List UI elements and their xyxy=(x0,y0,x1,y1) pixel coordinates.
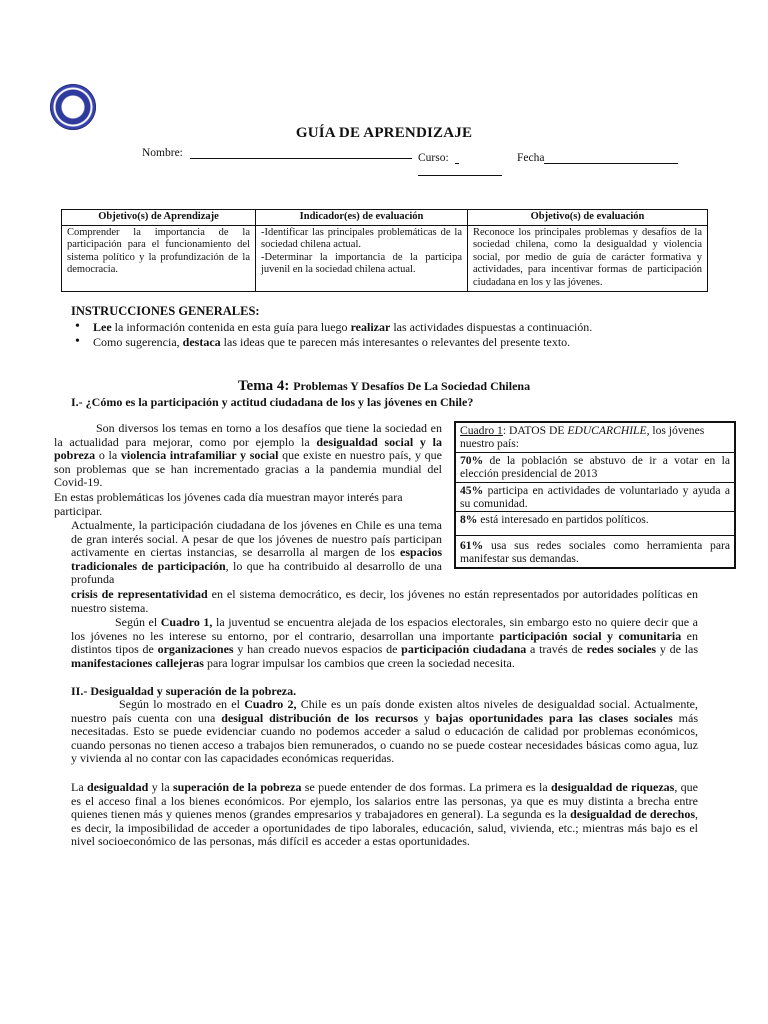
tema-title: Problemas Y Desafíos De La Sociedad Chilena xyxy=(293,379,531,393)
stat-value: 8% xyxy=(460,513,478,527)
text: , lo que ha contribuido al desarrollo de una profunda xyxy=(71,558,442,587)
indicador-item-2: -Determinar la importancia de la participa juvenil en la sociedad chilena actual. xyxy=(261,251,462,276)
cuadro-1-row-abstencion xyxy=(456,452,734,482)
text-bold: bajas oportunidades para las clases sociales xyxy=(435,710,673,725)
text: Actualmente, la participación ciudadana de los jóvenes en Chile es una tema de gran interés social. A pesar de que los jóvenes de nuestro país participan activamente en ciertas instancias, se desarrolla al margen de los xyxy=(71,518,442,560)
text: o la xyxy=(95,448,121,463)
section2-paragraph-2 xyxy=(71,781,698,849)
text: se puede entender de dos formas. La primera es la xyxy=(301,780,551,794)
text-bold: desigualdad xyxy=(87,780,149,794)
text-bold: redes sociales xyxy=(586,642,657,657)
text: los jóvenes nuestro país: xyxy=(460,424,705,451)
text-bold: manifestaciones callejeras xyxy=(71,655,204,670)
section1-paragraph-1 xyxy=(54,422,442,490)
list-item xyxy=(93,335,711,351)
text: las ideas que te parecen más interesantes o relevantes del presente texto. xyxy=(220,335,571,349)
text-bold: desigualdad social y la pobreza xyxy=(54,434,443,463)
cuadro-1-row-voluntariado xyxy=(456,482,734,512)
nombre-line[interactable] xyxy=(190,158,412,159)
text: y de las xyxy=(656,642,699,657)
text-bold: superación de la pobreza xyxy=(173,780,302,794)
text: en distintos tipos de xyxy=(71,628,699,657)
text: : DATOS DE xyxy=(502,424,568,437)
stat-text: participa en actividades de voluntariado y ayuda a su comunidad. xyxy=(460,483,730,511)
text: , que es el acceso final a los bienes económicos. Por ejemplo, los salarios entre las personas, ya que es muy distinta a brecha entre quienes tienen más y quienes menos (grandes empresarios y trabajadores en general). La segunda es la xyxy=(71,780,698,822)
text-bold: destaca xyxy=(182,335,221,349)
cuadro-1-row-partidos xyxy=(456,511,734,534)
cuadro-1-source: EDUCARCHILE, xyxy=(567,424,650,437)
curso-line[interactable] xyxy=(418,175,502,176)
indicador-item-1: -Identificar las principales problemáticas de la sociedad chilena actual. xyxy=(261,226,462,251)
fecha-label: Fecha xyxy=(517,152,545,164)
text-bold: organizaciones xyxy=(157,642,234,657)
cuadro-1-title xyxy=(456,423,734,452)
cuadro-1-row-redes xyxy=(456,535,734,567)
text-bold: violencia intrafamiliar y social xyxy=(120,448,279,463)
table-row xyxy=(62,225,708,291)
text: y han creado nuevos espacios de xyxy=(233,642,402,657)
text: en el sistema democrático, es decir, los jóvenes no están representados por autoridades políticas en nuestro sistema. xyxy=(71,587,698,615)
text-bold: desigual distribución de los recursos xyxy=(221,710,418,725)
text: Chile es un país donde existen altos niveles de desigualdad social. Actualmente, nuestro país cuenta con una xyxy=(71,697,699,725)
list-item xyxy=(93,320,711,336)
text: , es decir, la imposibilidad de acceder a oportunidades de tipo laborales, educación, salud, vivienda, etc.; mientras más bajo es el nivel socioeconómico de las personas, más difícil es acceder a estas oportunidades. xyxy=(71,807,698,849)
cuadro-1-box xyxy=(454,421,736,569)
text: Como sugerencia, xyxy=(93,335,183,349)
text: Según el xyxy=(115,615,161,629)
text: más necesitadas. Esto se puede evidenciar cuando no podemos acceder a salud o educación de calidad por problemas económicos, cuando personas no tienen acceso a trabajos bien remunerados, o cuando no se puede costear necesidades básicas como agua, luz y vivienda al no contar con las capacidades económicas requeridas. xyxy=(71,710,698,766)
text: a través de xyxy=(526,642,587,657)
cell-indicador xyxy=(256,225,468,291)
section1-paragraph-4 xyxy=(71,616,698,670)
section1-paragraph-3 xyxy=(71,519,442,587)
text-bold: Cuadro 1, xyxy=(160,615,213,629)
text-bold: desigualdad de derechos xyxy=(570,807,695,822)
text: Según lo mostrado en el xyxy=(119,697,245,711)
instructions xyxy=(71,304,711,351)
text: para lograr impulsar los cambios que creen la sociedad necesita. xyxy=(203,655,515,670)
curso-line-short xyxy=(455,163,459,164)
instructions-heading: INSTRUCCIONES GENERALES: xyxy=(71,304,260,318)
text: Son diversos los temas en torno a los desafíos que tiene la sociedad en la actualidad para mejorar, como por ejemplo la xyxy=(54,421,442,449)
text-bold: realizar xyxy=(350,319,391,334)
text-bold: participación social y comunitaria xyxy=(499,628,682,643)
curso-label: Curso: xyxy=(418,152,449,164)
col-header-objetivo-evaluacion: Objetivo(s) de evaluación xyxy=(468,210,708,226)
section1-paragraph-3-cont xyxy=(71,588,698,615)
school-seal-icon xyxy=(50,84,96,130)
fecha-field[interactable] xyxy=(517,152,678,164)
text: y la xyxy=(148,780,174,794)
cell-objetivo-evaluacion: Reconoce los principales problemas y desafíos de la sociedad chilena, como la desigualdad y violencia social, por medio de guía de carácter formativa y actividades, para incentivar formas de participación ciudadana en los y las jóvenes. xyxy=(468,225,708,291)
text-bold: Cuadro 2, xyxy=(244,697,297,711)
text-bold: participación ciudadana xyxy=(401,642,527,657)
curso-field[interactable] xyxy=(418,152,459,164)
table-header-row xyxy=(62,210,708,226)
stat-value: 45% xyxy=(460,483,484,497)
stat-value: 61% xyxy=(460,538,484,552)
stat-text: usa sus redes sociales como herramienta para manifestar sus demandas. xyxy=(460,538,730,566)
text: las actividades dispuestas a continuación. xyxy=(390,319,593,334)
col-header-indicador: Indicador(es) de evaluación xyxy=(256,210,468,226)
text-bold: Lee xyxy=(93,319,112,334)
cuadro-1-label: Cuadro 1 xyxy=(460,424,503,437)
section2-paragraph-1 xyxy=(71,698,698,766)
text: La xyxy=(71,780,87,794)
cell-objetivo-aprendizaje: Comprender la importancia de la participación para el funcionamiento del sistema político y la profundización de la democracia. xyxy=(62,225,256,291)
instructions-list xyxy=(71,320,711,351)
stat-value: 70% xyxy=(460,453,484,467)
fecha-line[interactable] xyxy=(544,163,678,164)
nombre-field[interactable] xyxy=(142,147,412,159)
text-bold: desigualdad de riquezas xyxy=(550,780,675,794)
tema-heading xyxy=(0,378,768,395)
text: la juventud se encuentra alejada de los espacios electorales, sin embargo esto no quiere decir que a los jóvenes no les interese su entorno, por el contrario, desarrollan una importante xyxy=(71,615,698,643)
section1-heading: I.- ¿Cómo es la participación y actitud ciudadana de los y las jóvenes en Chile? xyxy=(71,395,474,409)
text: la información contenida en esta guía para luego xyxy=(111,319,351,334)
text: y xyxy=(418,710,436,725)
page-title: GUÍA DE APRENDIZAJE xyxy=(295,125,473,141)
col-header-objetivo-aprendizaje: Objetivo(s) de Aprendizaje xyxy=(62,210,256,226)
text-bold: espacios tradicionales de participación xyxy=(71,545,442,573)
stat-text: está interesado en partidos políticos. xyxy=(477,513,649,527)
section2-heading: II.- Desigualdad y superación de la pobreza. xyxy=(71,684,297,698)
objectives-table xyxy=(61,209,708,292)
text: que existe en nuestro país, y que son problemas que se han incrementado gracias a la pandemia mundial del Covid-19. xyxy=(54,448,442,490)
section1-paragraph-2: En estas problemáticas los jóvenes cada día muestran mayor interés para participar. xyxy=(54,490,403,518)
stat-text: de la población se abstuvo de ir a votar en la elección presidencial de 2013 xyxy=(460,453,730,481)
text-bold: crisis de representatividad xyxy=(71,587,208,601)
tema-label: Tema 4: xyxy=(237,378,290,394)
nombre-label: Nombre: xyxy=(142,147,183,159)
